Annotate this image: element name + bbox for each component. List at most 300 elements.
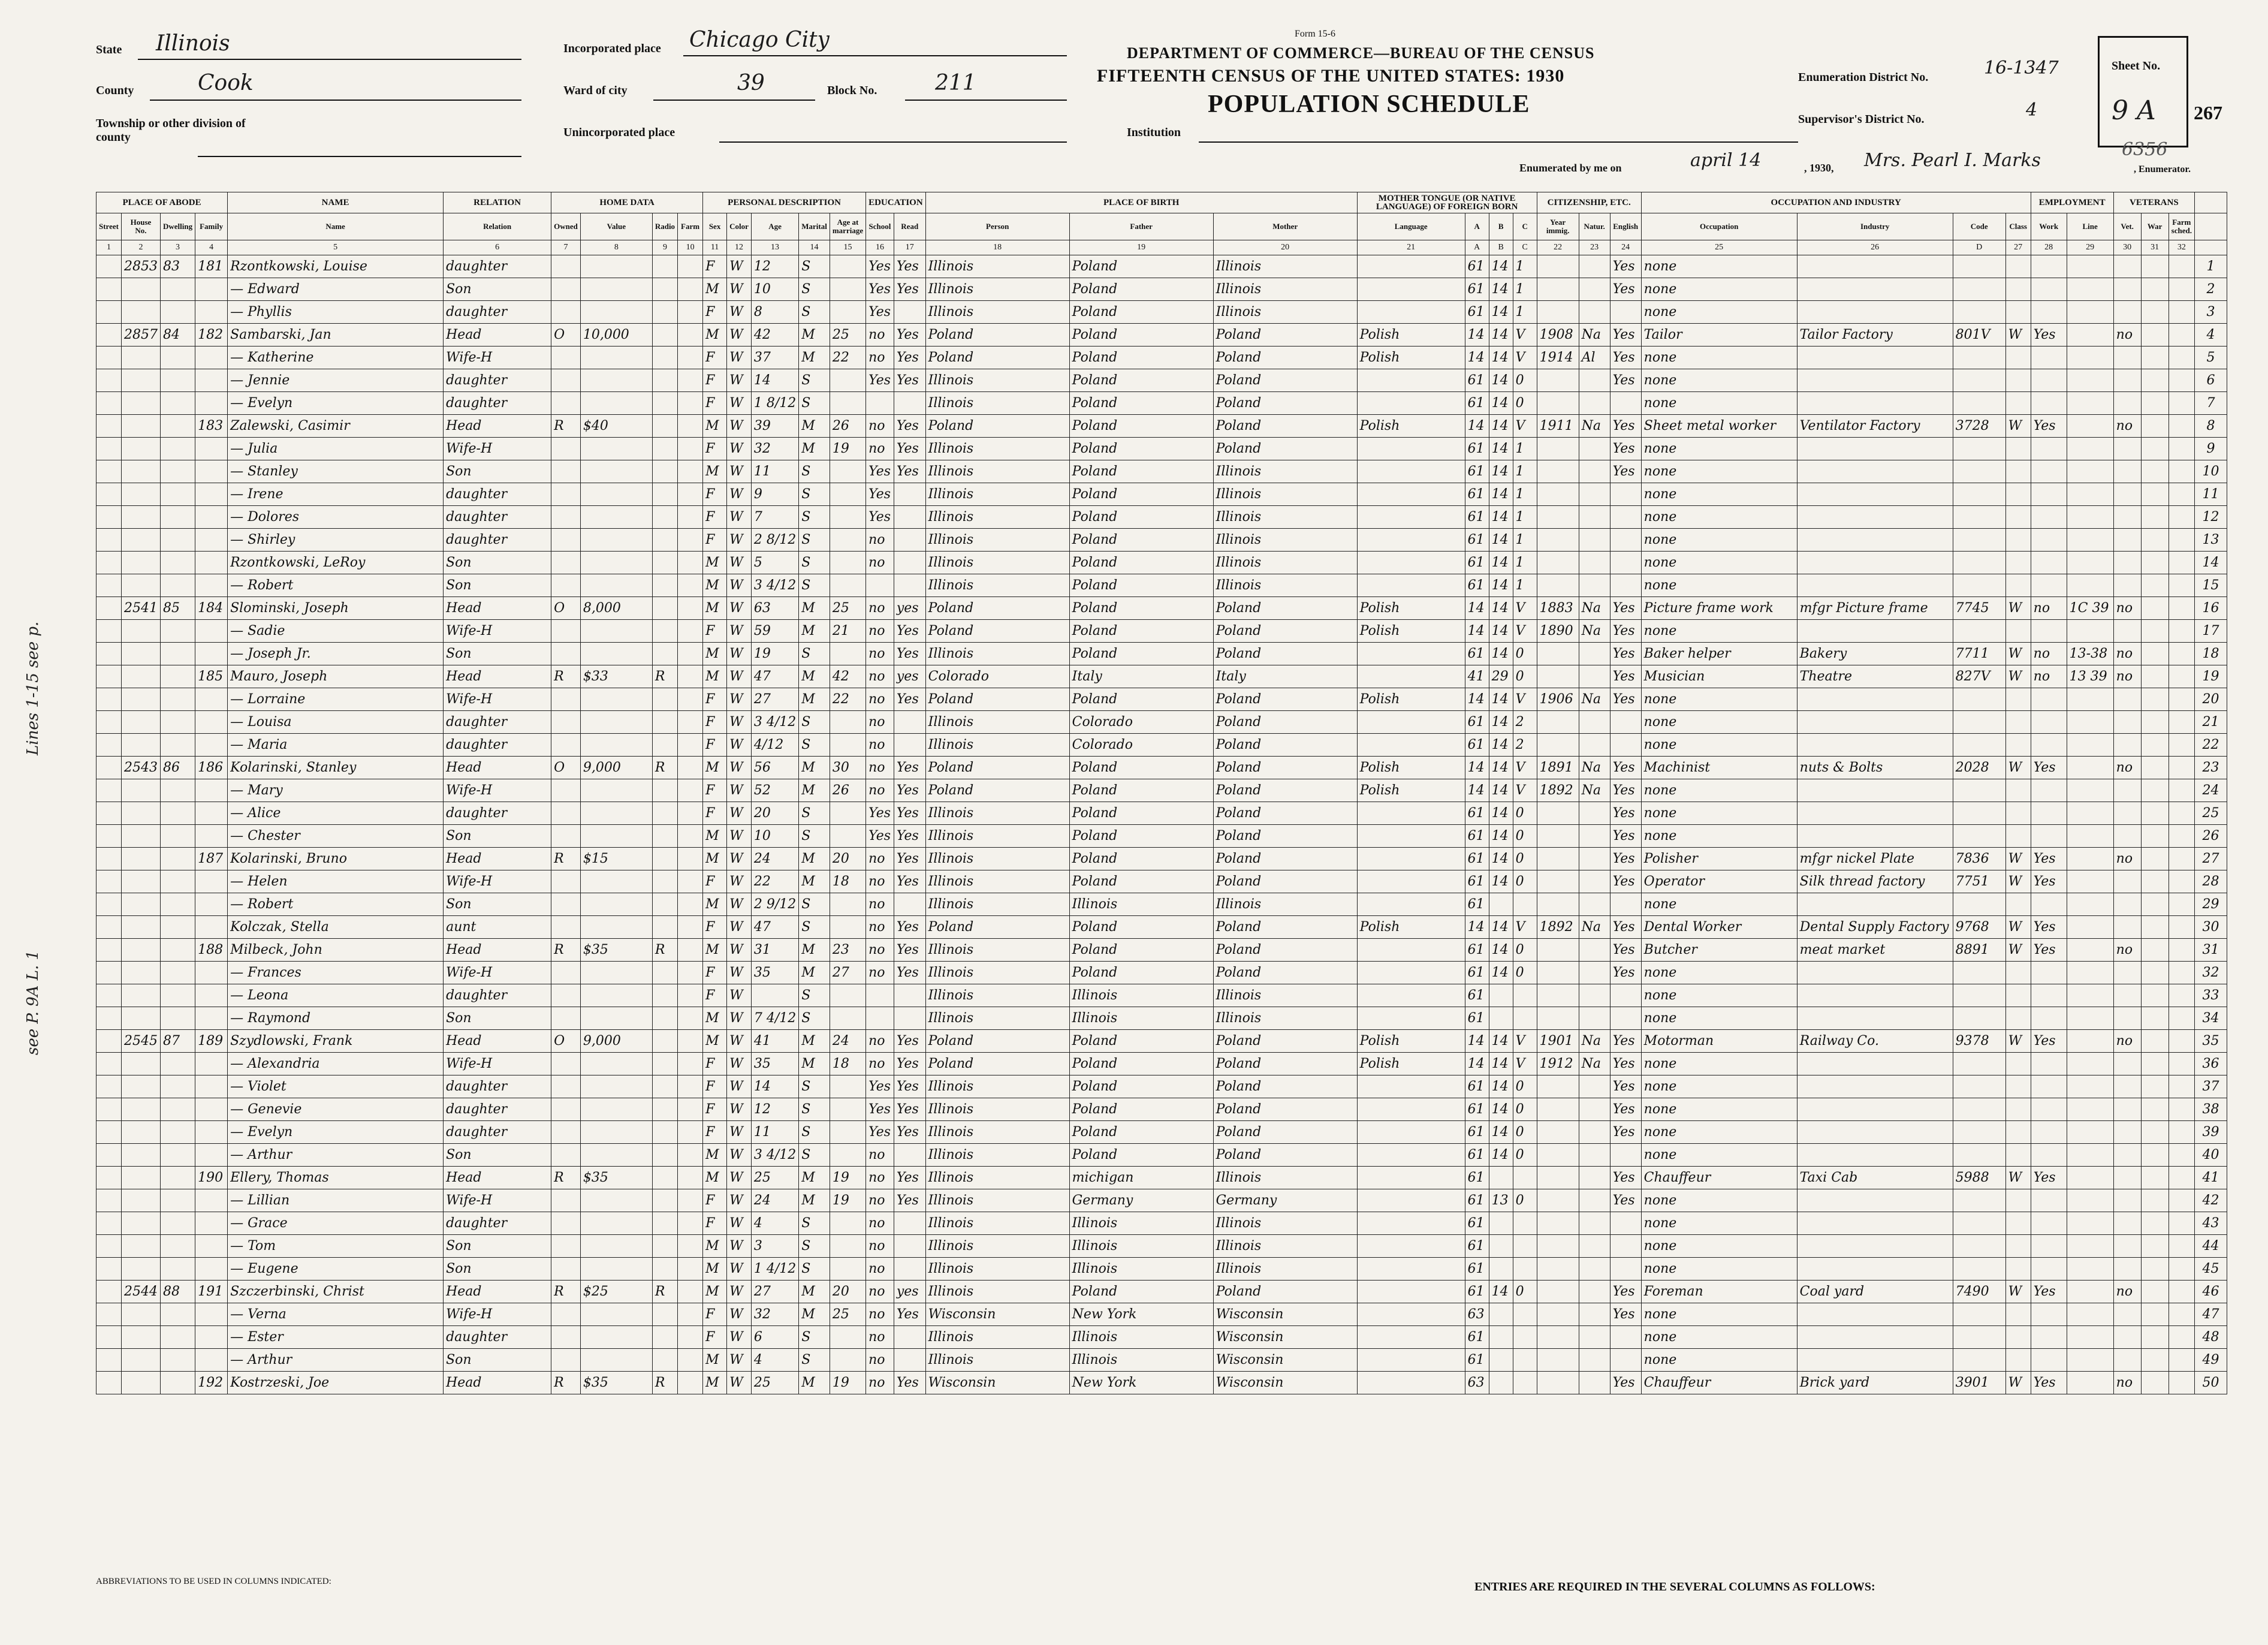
table-cell: V [1513, 324, 1537, 347]
table-cell: Yes [2031, 324, 2067, 347]
table-cell [121, 1121, 160, 1144]
table-cell: Illinois [1213, 529, 1357, 552]
table-cell [551, 347, 581, 369]
table-cell: 14 [1489, 1030, 1513, 1053]
table-cell: 25 [830, 1303, 865, 1326]
table-cell: 16 [2194, 597, 2227, 620]
table-cell [1537, 483, 1579, 506]
table-cell [195, 529, 228, 552]
table-cell: Poland [1069, 1281, 1213, 1303]
table-row [96, 734, 2227, 757]
table-cell: 184 [195, 597, 228, 620]
table-cell [652, 711, 677, 734]
table-cell: 88 [160, 1281, 195, 1303]
table-cell [678, 802, 703, 825]
table-cell [195, 711, 228, 734]
table-cell: Poland [925, 779, 1069, 802]
table-cell [1357, 506, 1465, 529]
table-cell [2005, 460, 2031, 483]
table-cell [1579, 1189, 1610, 1212]
table-cell: — Edward [228, 278, 444, 301]
table-cell [678, 962, 703, 984]
table-cell: 14 [1489, 278, 1513, 301]
table-cell [551, 1326, 581, 1349]
table-cell [2141, 1144, 2169, 1167]
table-cell: Rzontkowski, Louise [228, 255, 444, 278]
table-cell [195, 1235, 228, 1258]
table-cell: Poland [1213, 711, 1357, 734]
table-cell: 61 [1465, 1098, 1489, 1121]
table-cell [1357, 392, 1465, 415]
table-cell: Wisconsin [1213, 1326, 1357, 1349]
table-cell: Baker helper [1641, 643, 1797, 665]
table-cell [2169, 1167, 2194, 1189]
table-cell [551, 460, 581, 483]
table-cell: 61 [1465, 711, 1489, 734]
column-header: Person [925, 213, 1069, 240]
table-cell [830, 734, 865, 757]
table-cell: Poland [1213, 1075, 1357, 1098]
table-cell [830, 392, 865, 415]
table-cell: W [727, 665, 752, 688]
table-cell [652, 347, 677, 369]
table-cell [1953, 1121, 2005, 1144]
table-cell [830, 1258, 865, 1281]
table-cell: Head [444, 415, 551, 438]
table-cell [2169, 825, 2194, 848]
table-cell [2169, 392, 2194, 415]
table-cell: Illinois [925, 939, 1069, 962]
table-cell: 12 [751, 1098, 798, 1121]
table-cell: Illinois [925, 1098, 1069, 1121]
table-cell [2113, 278, 2141, 301]
table-cell: 41 [2194, 1167, 2227, 1189]
group-occupation: OCCUPATION AND INDUSTRY [1641, 192, 2031, 213]
table-cell: Poland [925, 916, 1069, 939]
table-row [96, 1007, 2227, 1030]
table-cell [2113, 620, 2141, 643]
table-cell [2113, 1167, 2141, 1189]
table-cell [1537, 939, 1579, 962]
table-cell [1797, 460, 1953, 483]
table-cell [2141, 347, 2169, 369]
table-cell [1579, 255, 1610, 278]
table-cell [1953, 962, 2005, 984]
table-cell [1537, 1144, 1579, 1167]
table-cell: W [727, 255, 752, 278]
table-cell: 0 [1513, 369, 1537, 392]
table-cell [830, 301, 865, 324]
table-cell [551, 1212, 581, 1235]
table-cell: Poland [1069, 369, 1213, 392]
table-cell [195, 1189, 228, 1212]
table-cell [830, 711, 865, 734]
table-cell: W [2005, 757, 2031, 779]
table-cell: daughter [444, 802, 551, 825]
table-cell [2141, 1007, 2169, 1030]
table-cell: 8 [2194, 415, 2227, 438]
table-cell [160, 369, 195, 392]
table-cell: Yes [894, 688, 925, 711]
table-cell: Szczerbinski, Christ [228, 1281, 444, 1303]
table-cell [2141, 870, 2169, 893]
table-cell [1537, 529, 1579, 552]
table-cell: 1 [1513, 574, 1537, 597]
table-cell [678, 255, 703, 278]
table-cell: Yes [894, 779, 925, 802]
table-cell [2169, 529, 2194, 552]
table-cell: Poland [1213, 688, 1357, 711]
table-cell: W [2005, 848, 2031, 870]
table-cell: 21 [830, 620, 865, 643]
table-cell: 61 [1465, 1326, 1489, 1349]
table-cell [1953, 1349, 2005, 1372]
table-cell: M [703, 893, 727, 916]
table-cell [2031, 1189, 2067, 1212]
table-cell: 41 [1465, 665, 1489, 688]
table-cell [160, 1144, 195, 1167]
table-cell [2005, 1098, 2031, 1121]
table-cell: F [703, 255, 727, 278]
table-cell [121, 779, 160, 802]
table-cell: 2 8/12 [751, 529, 798, 552]
table-cell: Son [444, 460, 551, 483]
table-cell: 10,000 [580, 324, 652, 347]
table-cell: no [866, 1167, 894, 1189]
table-cell: F [703, 620, 727, 643]
table-cell [2141, 1349, 2169, 1372]
table-cell [830, 506, 865, 529]
table-cell: 2028 [1953, 757, 2005, 779]
table-cell [121, 278, 160, 301]
table-cell: Head [444, 324, 551, 347]
table-cell [195, 1053, 228, 1075]
table-cell [1610, 1007, 1641, 1030]
table-cell: 39 [751, 415, 798, 438]
table-cell [2169, 460, 2194, 483]
table-cell: Illinois [925, 870, 1069, 893]
table-cell: 49 [2194, 1349, 2227, 1372]
table-cell [2169, 1144, 2194, 1167]
table-cell: 4/12 [751, 734, 798, 757]
table-cell [1797, 1075, 1953, 1098]
table-cell [1537, 1281, 1579, 1303]
table-cell: W [727, 734, 752, 757]
table-cell [160, 460, 195, 483]
table-cell [1537, 1075, 1579, 1098]
table-cell: Illinois [1213, 460, 1357, 483]
table-cell: Yes [894, 825, 925, 848]
table-row [96, 939, 2227, 962]
table-cell: — Sadie [228, 620, 444, 643]
table-cell: — Joseph Jr. [228, 643, 444, 665]
table-cell: Illinois [925, 1235, 1069, 1258]
table-cell: — Evelyn [228, 1121, 444, 1144]
table-cell [1797, 369, 1953, 392]
table-cell: Rzontkowski, LeRoy [228, 552, 444, 574]
table-cell [1537, 506, 1579, 529]
table-cell: 14 [2194, 552, 2227, 574]
table-cell: Poland [1069, 939, 1213, 962]
table-cell [2169, 1212, 2194, 1235]
table-cell [96, 1121, 122, 1144]
enumerated-label: Enumerated by me on [1519, 162, 1622, 174]
table-cell: Yes [2031, 415, 2067, 438]
table-cell: M [703, 825, 727, 848]
table-cell [1797, 1303, 1953, 1326]
group-personal-description: PERSONAL DESCRIPTION [703, 192, 866, 213]
table-cell [1797, 1235, 1953, 1258]
table-cell [1513, 1007, 1537, 1030]
table-cell: Illinois [925, 460, 1069, 483]
table-cell [1357, 574, 1465, 597]
table-cell: M [799, 415, 830, 438]
table-cell [2141, 1258, 2169, 1281]
table-cell [96, 324, 122, 347]
table-cell [160, 506, 195, 529]
table-cell: R [551, 1281, 581, 1303]
table-cell: W [727, 620, 752, 643]
table-cell [1579, 1075, 1610, 1098]
table-cell: Yes [1610, 1281, 1641, 1303]
table-cell: M [799, 779, 830, 802]
table-cell [2169, 1007, 2194, 1030]
table-cell [2005, 506, 2031, 529]
table-cell [1797, 620, 1953, 643]
table-cell: Poland [1069, 1098, 1213, 1121]
table-cell: W [727, 848, 752, 870]
table-cell [1953, 1098, 2005, 1121]
column-number: 1 [96, 240, 122, 255]
table-cell: 14 [1489, 369, 1513, 392]
table-cell [1513, 984, 1537, 1007]
table-cell: Yes [894, 1303, 925, 1326]
table-cell [1357, 1235, 1465, 1258]
table-cell: F [703, 688, 727, 711]
table-row [96, 1075, 2227, 1098]
table-cell: none [1641, 893, 1797, 916]
table-cell [652, 506, 677, 529]
table-cell: W [727, 574, 752, 597]
table-cell: Yes [1610, 255, 1641, 278]
table-cell [1610, 1235, 1641, 1258]
table-cell [2005, 1075, 2031, 1098]
table-cell [894, 392, 925, 415]
table-cell [121, 1167, 160, 1189]
table-cell [96, 1189, 122, 1212]
table-cell: 13 [2194, 529, 2227, 552]
column-header: C [1513, 213, 1537, 240]
table-cell [96, 369, 122, 392]
table-cell [2067, 1372, 2113, 1394]
table-cell [1489, 1326, 1513, 1349]
table-cell [1579, 665, 1610, 688]
table-cell: Colorado [925, 665, 1069, 688]
table-cell [652, 392, 677, 415]
table-cell: none [1641, 552, 1797, 574]
table-cell: 29 [2194, 893, 2227, 916]
table-cell [121, 415, 160, 438]
table-cell [1579, 1167, 1610, 1189]
table-cell [652, 1326, 677, 1349]
table-cell [2141, 1030, 2169, 1053]
table-cell: Poland [1069, 483, 1213, 506]
table-cell [678, 483, 703, 506]
table-cell [1610, 1144, 1641, 1167]
table-row [96, 643, 2227, 665]
table-cell: 24 [751, 1189, 798, 1212]
table-cell: M [799, 324, 830, 347]
table-cell [2031, 301, 2067, 324]
table-cell [1579, 734, 1610, 757]
table-cell: none [1641, 438, 1797, 460]
table-cell: F [703, 962, 727, 984]
table-cell: Illinois [1069, 1258, 1213, 1281]
table-cell [2067, 483, 2113, 506]
table-cell: Ventilator Factory [1797, 415, 1953, 438]
table-cell [2005, 369, 2031, 392]
table-cell: 186 [195, 757, 228, 779]
table-cell [1579, 825, 1610, 848]
supervisor-value: 4 [2026, 100, 2038, 120]
table-cell [2031, 1007, 2067, 1030]
table-cell: — Dolores [228, 506, 444, 529]
table-cell: Yes [894, 415, 925, 438]
table-cell: Head [444, 597, 551, 620]
column-header: Marital [799, 213, 830, 240]
table-cell [1489, 1372, 1513, 1394]
table-cell: Wife-H [444, 962, 551, 984]
table-cell [1610, 734, 1641, 757]
table-cell [195, 1121, 228, 1144]
table-cell [1797, 552, 1953, 574]
column-header: Occupation [1641, 213, 1797, 240]
table-cell: daughter [444, 255, 551, 278]
entries-note: ENTRIES ARE REQUIRED IN THE SEVERAL COLUMNS AS FOLLOWS: [1474, 1580, 1875, 1593]
table-cell [580, 529, 652, 552]
table-cell: S [799, 1121, 830, 1144]
table-cell [121, 1349, 160, 1372]
table-cell: Germany [1213, 1189, 1357, 1212]
table-cell: 30 [830, 757, 865, 779]
column-header: Age at marriage [830, 213, 865, 240]
table-cell: — Helen [228, 870, 444, 893]
table-cell: 3 4/12 [751, 711, 798, 734]
table-cell: S [799, 1007, 830, 1030]
table-cell [830, 802, 865, 825]
table-cell [2141, 734, 2169, 757]
table-cell: Poland [1213, 939, 1357, 962]
table-cell [2113, 1098, 2141, 1121]
table-cell: Poland [1069, 301, 1213, 324]
table-cell: F [703, 1098, 727, 1121]
table-cell: 1 [1513, 460, 1537, 483]
table-cell [1357, 1189, 1465, 1212]
table-cell: none [1641, 392, 1797, 415]
table-cell [1357, 1326, 1465, 1349]
table-cell [652, 324, 677, 347]
table-cell [551, 870, 581, 893]
table-cell: 45 [2194, 1258, 2227, 1281]
table-cell [894, 1007, 925, 1030]
table-cell: M [799, 962, 830, 984]
table-cell [551, 369, 581, 392]
table-cell [2169, 1235, 2194, 1258]
column-number: A [1465, 240, 1489, 255]
column-header: Family [195, 213, 228, 240]
table-cell: Illinois [1213, 1258, 1357, 1281]
table-cell [96, 848, 122, 870]
table-cell [1579, 1007, 1610, 1030]
table-cell: 14 [1489, 1075, 1513, 1098]
table-cell [830, 1075, 865, 1098]
table-cell: Polish [1357, 620, 1465, 643]
table-cell [96, 529, 122, 552]
table-cell: Poland [1069, 1144, 1213, 1167]
table-cell [1357, 1212, 1465, 1235]
table-cell [652, 369, 677, 392]
table-cell [2005, 347, 2031, 369]
table-cell [2141, 460, 2169, 483]
table-cell [678, 825, 703, 848]
table-cell: Illinois [1213, 301, 1357, 324]
table-cell [2067, 506, 2113, 529]
table-cell: 19 [830, 1167, 865, 1189]
table-cell [580, 711, 652, 734]
column-number: D [1953, 240, 2005, 255]
table-cell [1953, 529, 2005, 552]
table-cell: Yes [2031, 848, 2067, 870]
table-cell: 61 [1465, 1121, 1489, 1144]
table-cell: W [727, 1326, 752, 1349]
table-cell: 61 [1465, 984, 1489, 1007]
table-cell: 3 [2194, 301, 2227, 324]
table-cell [160, 278, 195, 301]
table-cell: Son [444, 1007, 551, 1030]
table-cell [2067, 848, 2113, 870]
table-cell: F [703, 1075, 727, 1098]
table-cell: Poland [1213, 825, 1357, 848]
table-cell: daughter [444, 529, 551, 552]
table-cell [894, 301, 925, 324]
table-cell [2141, 278, 2169, 301]
table-cell [1797, 1189, 1953, 1212]
table-cell [652, 1258, 677, 1281]
table-cell: 61 [1465, 1349, 1489, 1372]
table-cell [1537, 1349, 1579, 1372]
table-cell: Poland [1213, 870, 1357, 893]
table-cell [195, 552, 228, 574]
table-cell [678, 278, 703, 301]
table-cell [1797, 574, 1953, 597]
table-cell: Illinois [925, 483, 1069, 506]
table-cell: 61 [1465, 825, 1489, 848]
table-cell: 1911 [1537, 415, 1579, 438]
table-cell: none [1641, 1189, 1797, 1212]
table-cell [580, 574, 652, 597]
table-cell: — Stanley [228, 460, 444, 483]
table-cell: 47 [751, 916, 798, 939]
table-cell [2113, 460, 2141, 483]
table-cell [652, 1030, 677, 1053]
table-cell: no [866, 734, 894, 757]
table-cell [2067, 939, 2113, 962]
table-cell [2169, 939, 2194, 962]
table-cell: Illinois [925, 1281, 1069, 1303]
table-cell [830, 1121, 865, 1144]
table-cell: Poland [1069, 1121, 1213, 1144]
table-cell: Illinois [1213, 278, 1357, 301]
